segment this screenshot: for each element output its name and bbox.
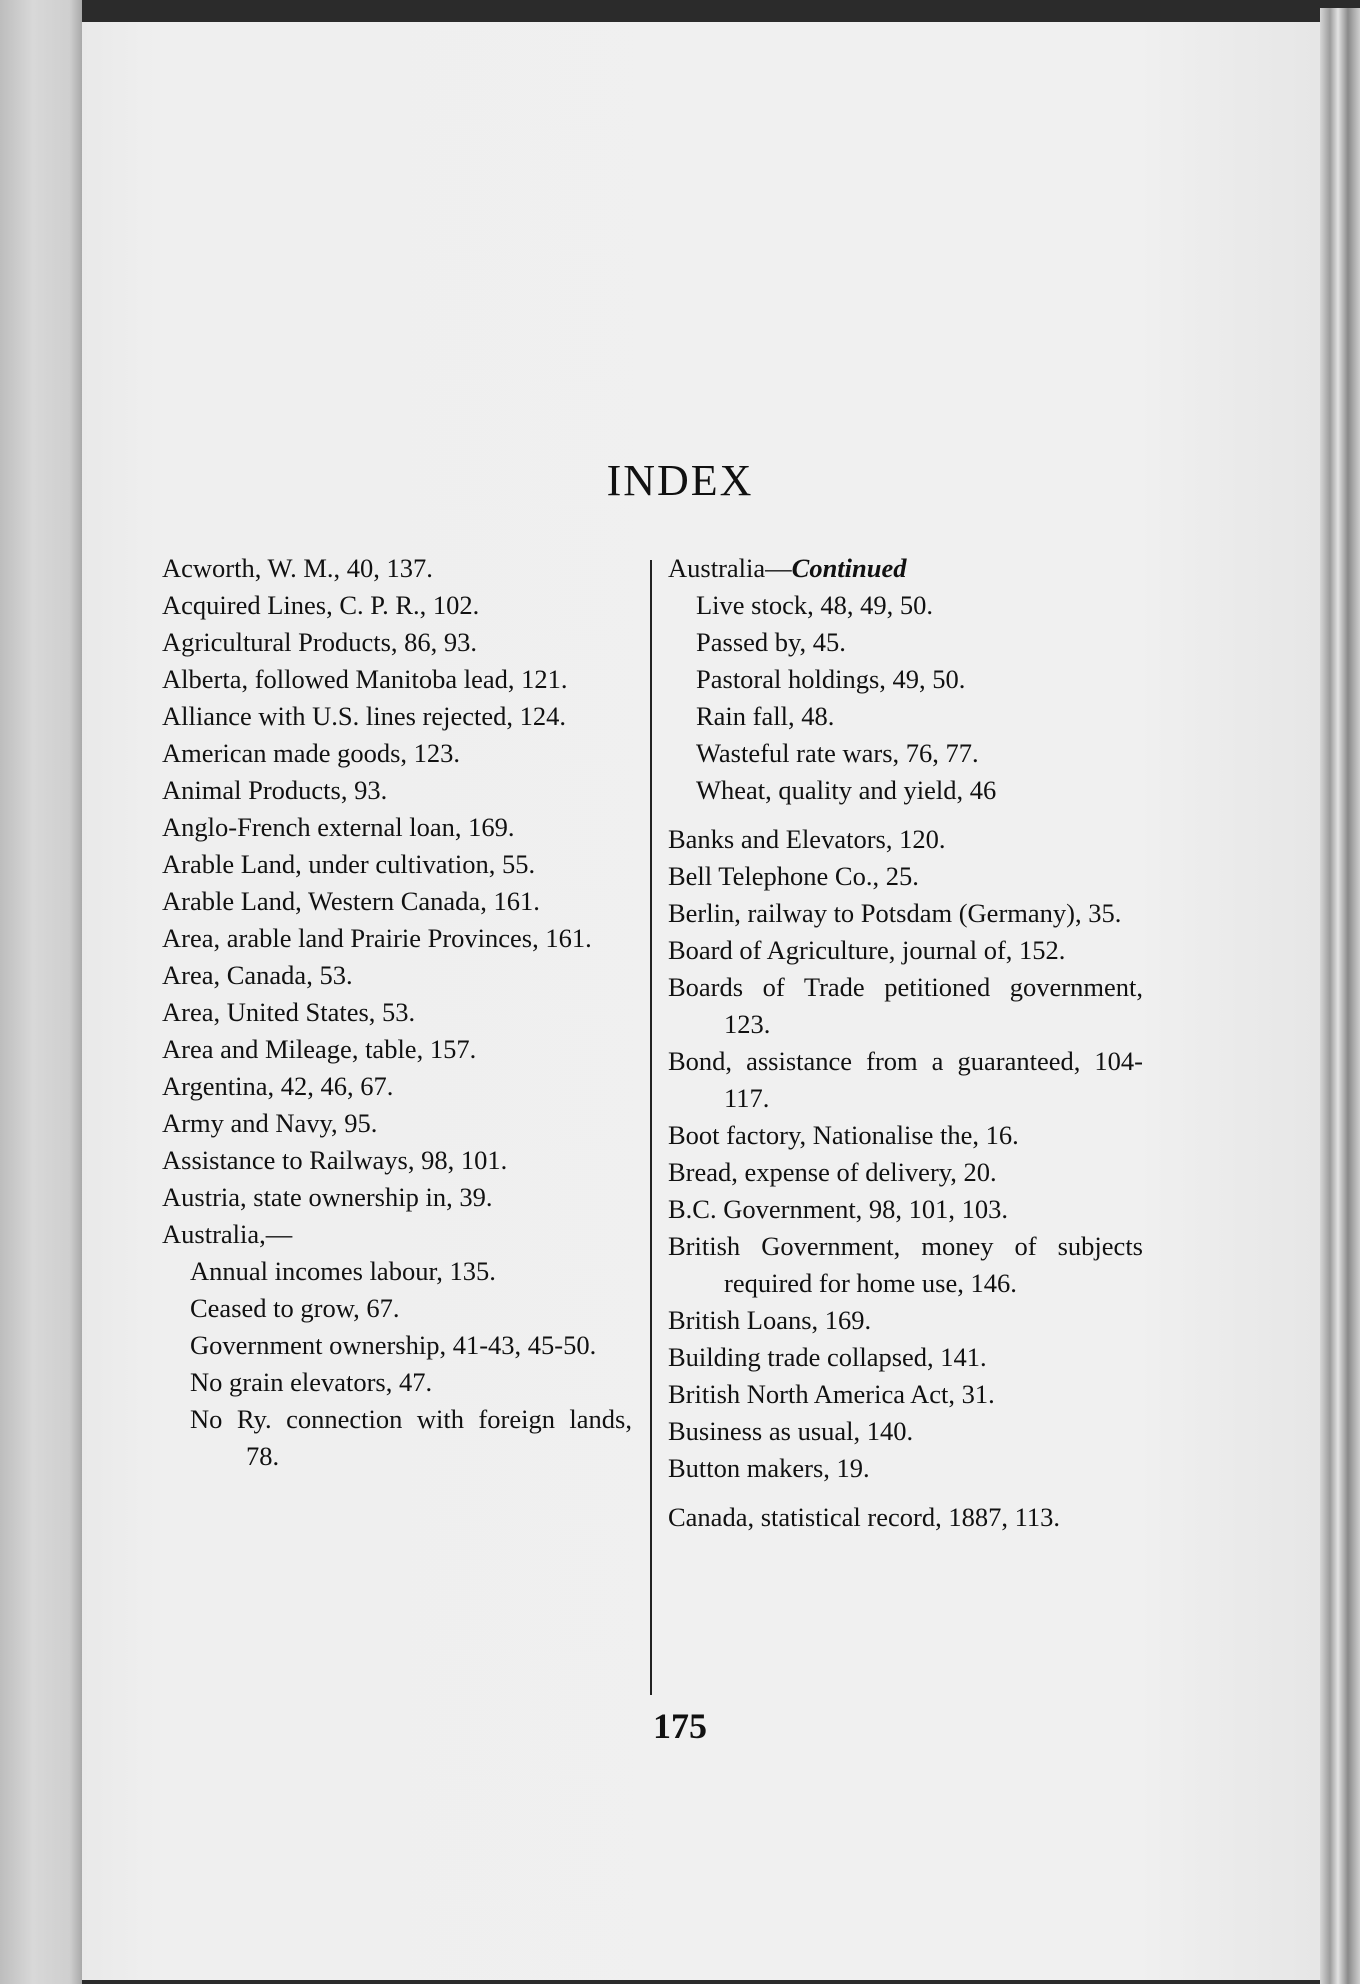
- index-entry: Rain fall, 48.: [696, 701, 835, 731]
- index-entry: Arable Land, under cultivation, 55.: [162, 849, 536, 879]
- index-right-column: [668, 550, 1143, 1536]
- index-entry: Building trade collapsed, 141.: [668, 1342, 987, 1372]
- index-entry: Area, Canada, 53.: [162, 960, 353, 990]
- index-entry: Arable Land, Western Canada, 161.: [162, 886, 540, 916]
- index-entry: Army and Navy, 95.: [162, 1108, 378, 1138]
- index-entry: Wheat, quality and yield, 46: [696, 775, 997, 805]
- continued-heading: [668, 550, 1143, 587]
- continued-heading-main: Australia—: [668, 553, 792, 583]
- index-entry: Bell Telephone Co., 25.: [668, 861, 919, 891]
- index-entry: American made goods, 123.: [162, 738, 461, 768]
- index-entry: Animal Products, 93.: [162, 775, 388, 805]
- index-left-column: [162, 550, 632, 1475]
- index-entry: Passed by, 45.: [696, 627, 846, 657]
- index-entry: Berlin, railway to Potsdam (Germany), 35.: [668, 898, 1122, 928]
- index-entry: Area, United States, 53.: [162, 997, 416, 1027]
- index-entry: Ceased to grow, 67.: [190, 1293, 400, 1323]
- index-entry: Banks and Elevators, 120.: [668, 824, 946, 854]
- index-entry: Boot factory, Nationalise the, 16.: [668, 1120, 1019, 1150]
- index-entry: Area, arable land Prairie Provinces, 161.: [162, 923, 592, 953]
- index-entry: Bread, expense of delivery, 20.: [668, 1157, 997, 1187]
- index-entry: Wasteful rate wars, 76, 77.: [696, 738, 979, 768]
- index-entry: Business as usual, 140.: [668, 1416, 914, 1446]
- page-stack-edge: [1320, 8, 1360, 1984]
- index-entry: Government ownership, 41-43, 45-50.: [190, 1330, 597, 1360]
- index-entry: Alberta, followed Manitoba lead, 121.: [162, 664, 568, 694]
- index-entry: Argentina, 42, 46, 67.: [162, 1071, 394, 1101]
- column-divider: [650, 560, 652, 1695]
- index-entry: Button makers, 19.: [668, 1453, 870, 1483]
- index-entry: Canada, statistical record, 1887, 113.: [668, 1502, 1060, 1532]
- index-entry: British Government, money of subjects required for home use, 146.: [668, 1231, 1143, 1298]
- index-entry: No grain elevators, 47.: [190, 1367, 433, 1397]
- index-entry: B.C. Government, 98, 101, 103.: [668, 1194, 1009, 1224]
- page-title: INDEX: [606, 456, 754, 505]
- continued-label: Continued: [791, 553, 907, 583]
- index-entry: Boards of Trade petitioned government, 123.: [668, 972, 1143, 1039]
- index-entry: Live stock, 48, 49, 50.: [696, 590, 933, 620]
- index-entry: Anglo-French external loan, 169.: [162, 812, 515, 842]
- index-entry: Bond, assistance from a guaranteed, 104-117.: [668, 1046, 1143, 1113]
- index-entry: Acquired Lines, C. P. R., 102.: [162, 590, 480, 620]
- index-entry: Annual incomes labour, 135.: [190, 1256, 496, 1286]
- page-number: 175: [653, 1706, 707, 1746]
- index-entry: No Ry. connection with foreign lands, 78.: [190, 1404, 632, 1471]
- index-entry: Acworth, W. M., 40, 137.: [162, 553, 433, 583]
- index-entry: Area and Mileage, table, 157.: [162, 1034, 477, 1064]
- index-entry: Australia,—: [162, 1219, 293, 1249]
- index-entry: Alliance with U.S. lines rejected, 124.: [162, 701, 567, 731]
- index-entry: British Loans, 169.: [668, 1305, 872, 1335]
- index-entry: Pastoral holdings, 49, 50.: [696, 664, 966, 694]
- index-entry: Agricultural Products, 86, 93.: [162, 627, 478, 657]
- index-entry: British North America Act, 31.: [668, 1379, 995, 1409]
- facing-page-edge: [0, 0, 82, 1984]
- index-entry: Board of Agriculture, journal of, 152.: [668, 935, 1066, 965]
- index-entry: Austria, state ownership in, 39.: [162, 1182, 493, 1212]
- index-entry: Assistance to Railways, 98, 101.: [162, 1145, 508, 1175]
